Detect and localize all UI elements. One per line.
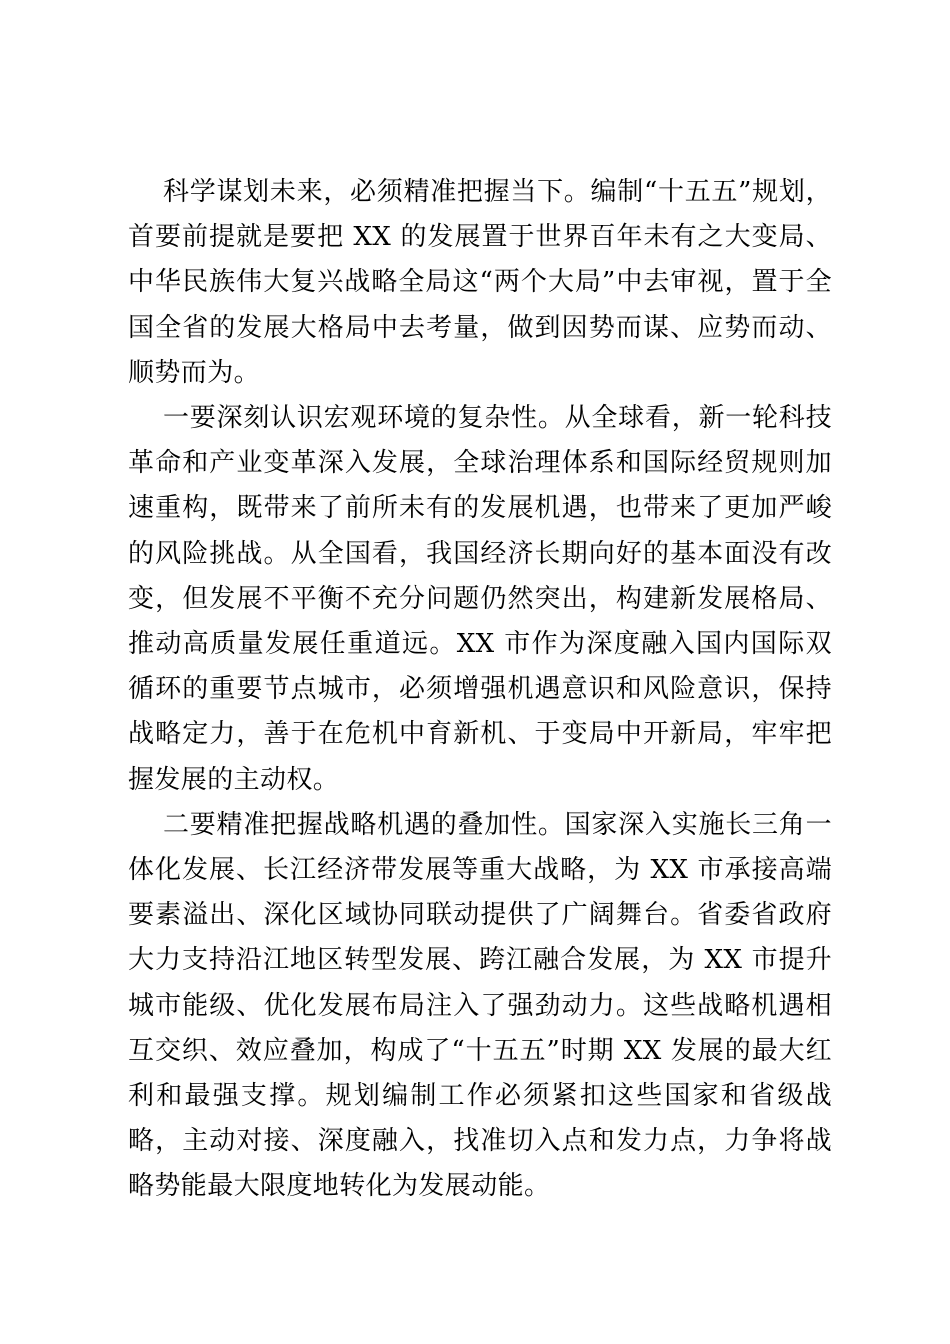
paragraph-point-one: 一要深刻认识宏观环境的复杂性。从全球看，新一轮科技革命和产业变革深入发展，全球治理体系和国际经贸规则加速重构，既带来了前所未有的发展机遇，也带来了更加严峻的风险挑战。从全国看，我国经济长期向好的基本面没有改变，但发展不平衡不充分问题仍然突出，构建新发展格局、推动高质量发展任重道远。XX 市作为深度融入国内国际双循环的重要节点城市，必须增强机遇意识和风险意识，保持战略定力，善于在危机中育新机、于变局中开新局，牢牢把握发展的主动权。	[128, 403, 832, 795]
paragraph-point-two: 二要精准把握战略机遇的叠加性。国家深入实施长三角一体化发展、长江经济带发展等重大战略，为 XX 市承接高端要素溢出、深化区域协同联动提供了广阔舞台。省委省政府大力支持沿江地区转型发展、跨江融合发展，为 XX 市提升城市能级、优化发展布局注入了强劲动力。这些战略机遇相互交织、效应叠加，构成了“十五五”时期 XX 发展的最大红利和最强支撑。规划编制工作必须紧扣这些国家和省级战略，主动对接、深度融入，找准切入点和发力点，力争将战略势能最大限度地转化为发展动能。	[128, 809, 832, 1202]
paragraph-intro: 科学谋划未来，必须精准把握当下。编制“十五五”规划，首要前提就是要把 XX 的发展置于世界百年未有之大变局、中华民族伟大复兴战略全局这“两个大局”中去审视，置于全国全省的发展大格局中去考量，做到因势而谋、应势而动、顺势而为。	[128, 177, 832, 388]
document-page	[128, 170, 832, 1210]
